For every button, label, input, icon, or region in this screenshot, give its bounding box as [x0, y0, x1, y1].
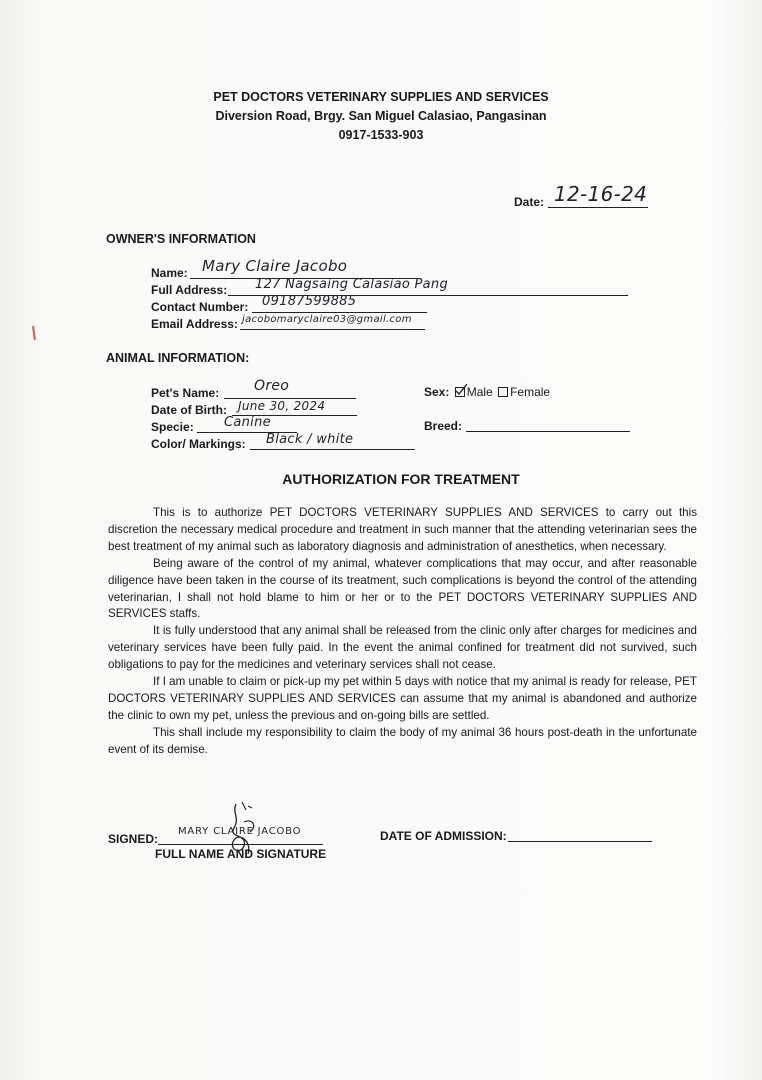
- owner-contact-line: [252, 312, 427, 313]
- owner-address-value[interactable]: 127 Nagsaing Calasiao Pang: [255, 277, 449, 292]
- margin-pen-mark: [32, 326, 36, 340]
- date-value[interactable]: 12-16-24: [554, 182, 648, 206]
- male-checkbox[interactable]: [455, 387, 465, 397]
- female-checkbox[interactable]: [498, 387, 508, 397]
- company-name: PET DOCTORS VETERINARY SUPPLIES AND SERVICES: [213, 90, 549, 104]
- sex-label: Sex:: [424, 385, 450, 399]
- pet-name-value[interactable]: Oreo: [254, 378, 290, 394]
- owner-name-value[interactable]: Mary Claire Jacobo: [202, 257, 348, 275]
- sex-field: [424, 385, 550, 399]
- breed-label: Breed:: [424, 419, 463, 433]
- company-phone: 0917-1533-903: [338, 128, 424, 142]
- admission-label: DATE OF ADMISSION:: [380, 829, 507, 843]
- owner-email-label: Email Address:: [151, 317, 238, 331]
- check-mark-icon: [454, 384, 468, 396]
- owner-email-line: [240, 329, 425, 330]
- signed-name-value[interactable]: MARY CLAIRE JACOBO: [178, 826, 302, 837]
- authorization-paragraph-5: This shall include my responsibility to claim the body of my animal 36 hours post-death in the unfortunate event of its demise.: [108, 725, 697, 756]
- authorization-paragraph-2: Being aware of the control of my animal, whatever complications that may occur, and after reasonable diligence have been taken in the course of its treatment, such complications is beyond the control of the attending veterinarian, I shall not hold blame to him or her or to the PET DOCTORS VETERINARY SUPPLIES AND SERVICES staffs.: [108, 556, 697, 621]
- date-line: [548, 207, 648, 208]
- dob-value[interactable]: June 30, 2024: [238, 399, 326, 413]
- owner-address-label: Full Address:: [151, 283, 228, 297]
- authorization-body: [108, 505, 697, 759]
- signature-caption: FULL NAME AND SIGNATURE: [155, 847, 327, 861]
- color-label: Color/ Markings:: [151, 437, 246, 451]
- admission-line[interactable]: [508, 841, 652, 842]
- signed-label: SIGNED:: [108, 832, 159, 846]
- owner-name-label: Name:: [151, 266, 188, 280]
- company-address: Diversion Road, Brgy. San Miguel Calasiao, Pangasinan: [215, 109, 547, 123]
- authorization-paragraph-3: It is fully understood that any animal shall be released from the clinic only after charges for medicines and veterinary services have been fully paid. In the event the animal confined for treatment did not survived, such obligations to pay for the medicines and veterinary services shall not cease.: [108, 624, 697, 672]
- specie-label: Specie:: [151, 420, 194, 434]
- color-line: [250, 449, 415, 450]
- owner-section-title: OWNER'S INFORMATION: [106, 232, 256, 246]
- color-value[interactable]: Black / white: [266, 432, 354, 447]
- authorization-paragraph-4: If I am unable to claim or pick-up my pet within 5 days with notice that my animal is ready for release, PET DOCTORS VETERINARY SUPPLIES AND SERVICES can assume that my animal is abandoned and authorize the clinic to own my pet, unless the previous and on-going bills are settled.: [108, 675, 697, 722]
- date-label: Date:: [514, 195, 545, 209]
- owner-email-value[interactable]: jacobomaryclaire03@gmail.com: [242, 314, 412, 325]
- pet-name-label: Pet's Name:: [151, 386, 220, 400]
- specie-value[interactable]: Canine: [224, 415, 271, 430]
- sex-female-label: Female: [510, 385, 551, 399]
- authorization-title: AUTHORIZATION FOR TREATMENT: [282, 471, 520, 487]
- authorization-paragraph-1: This is to authorize PET DOCTORS VETERINARY SUPPLIES AND SERVICES to carry out this discretion the necessary medical procedure and treatment in such manner that the attending veterinarian sees the best treatment of my animal such as laboratory diagnosis and administration of anesthetics, when necessary.: [108, 506, 697, 553]
- owner-contact-label: Contact Number:: [151, 300, 249, 314]
- dob-label: Date of Birth:: [151, 403, 227, 417]
- breed-line[interactable]: [466, 431, 630, 432]
- animal-section-title: ANIMAL INFORMATION:: [106, 351, 250, 365]
- sex-male-label: Male: [466, 385, 493, 399]
- owner-contact-value[interactable]: 09187599885: [262, 294, 357, 309]
